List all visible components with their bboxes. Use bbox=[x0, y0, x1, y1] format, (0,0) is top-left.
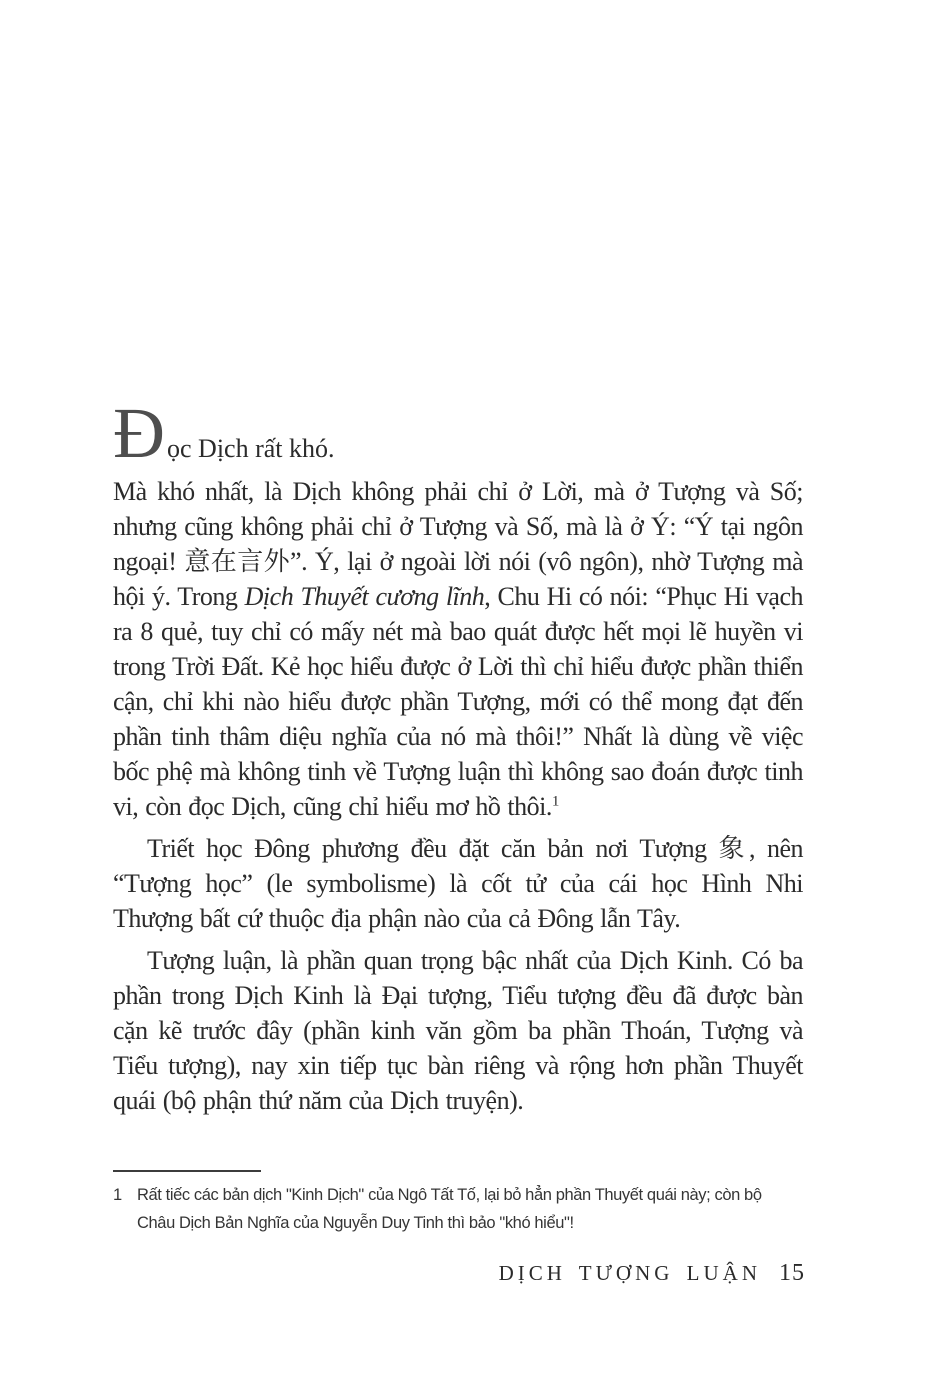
footnote-separator bbox=[113, 1170, 261, 1172]
paragraph bbox=[113, 943, 803, 1118]
footnote-area bbox=[113, 1170, 803, 1237]
opening-text: ọc Dịch rất khó. bbox=[167, 434, 335, 463]
paragraph bbox=[113, 831, 803, 936]
text-run: Tượng luận, là phần quan trọng bậc nhất của Dịch Kinh. Có ba phần trong Dịch Kinh là Đại tượng, Tiểu tượng đều đã được bàn cặn kẽ trước đây (phần kinh văn gồm ba phần Thoán, Tượng và Tiểu tượng), nay xin tiếp tục bàn riêng và rộng hơn phần Thuyết quái (bộ phận thứ năm của Dịch truyện). bbox=[113, 946, 803, 1115]
body-paragraphs bbox=[113, 474, 803, 1118]
footnote-number: 1 bbox=[113, 1186, 122, 1204]
text-run: Mà khó nhất, là Dịch không phải chỉ ở Lời, mà ở Tượng và Số; nhưng cũng không phải chỉ ở Tượng và Số, mà là ở Ý: “Ý tại ngôn ngoại! 意在言外”. Ý, lại ở ngoài lời nói (vô ngôn), nhờ Tượng mà hội ý. Trong bbox=[113, 477, 803, 611]
text-run: Triết học Đông phương đều đặt căn bản nơi Tượng 象, nên “Tượng học” (le symbolisme) là cốt tử của cái học Hình Nhi Thượng bất cứ thuộc địa phận nào của cả Đông lẫn Tây. bbox=[113, 834, 803, 933]
running-title: DỊCH TƯỢNG LUẬN bbox=[498, 1261, 761, 1285]
page-number: 15 bbox=[779, 1260, 805, 1286]
footnote-text: Rất tiếc các bản dịch "Kinh Dịch" của Ngô Tất Tố, lại bỏ hẳn phần Thuyết quái này; còn bộ Châu Dịch Bản Nghĩa của Nguyễn Duy Tinh thì bảo "khó hiểu"! bbox=[137, 1186, 762, 1232]
paragraph bbox=[113, 474, 803, 824]
page-content bbox=[113, 393, 803, 1125]
opening-paragraph bbox=[113, 393, 803, 473]
footnote-ref: 1 bbox=[551, 793, 560, 810]
italic-run: Dịch Thuyết cương lĩnh bbox=[244, 582, 485, 611]
dropcap-letter: Đ bbox=[113, 393, 165, 473]
page-footer bbox=[499, 1260, 805, 1287]
footnote bbox=[113, 1181, 803, 1237]
text-run: , Chu Hi có nói: “Phục Hi vạch ra 8 quẻ, tuy chỉ có mấy nét mà bao quát được hết mọi lẽ huyền vi trong Trời Đất. Kẻ học hiểu được ở Lời thì chỉ hiểu được phần thiển cận, chỉ khi nào hiểu được phần Tượng, mới có thể mong đạt đến phần tinh thâm diệu nghĩa của nó mà thôi!” Nhất là dùng về việc bốc phệ mà không tinh về Tượng luận thì không sao đoán được tinh vi, còn đọc Dịch, cũng chỉ hiểu mơ hồ thôi. bbox=[113, 582, 803, 821]
